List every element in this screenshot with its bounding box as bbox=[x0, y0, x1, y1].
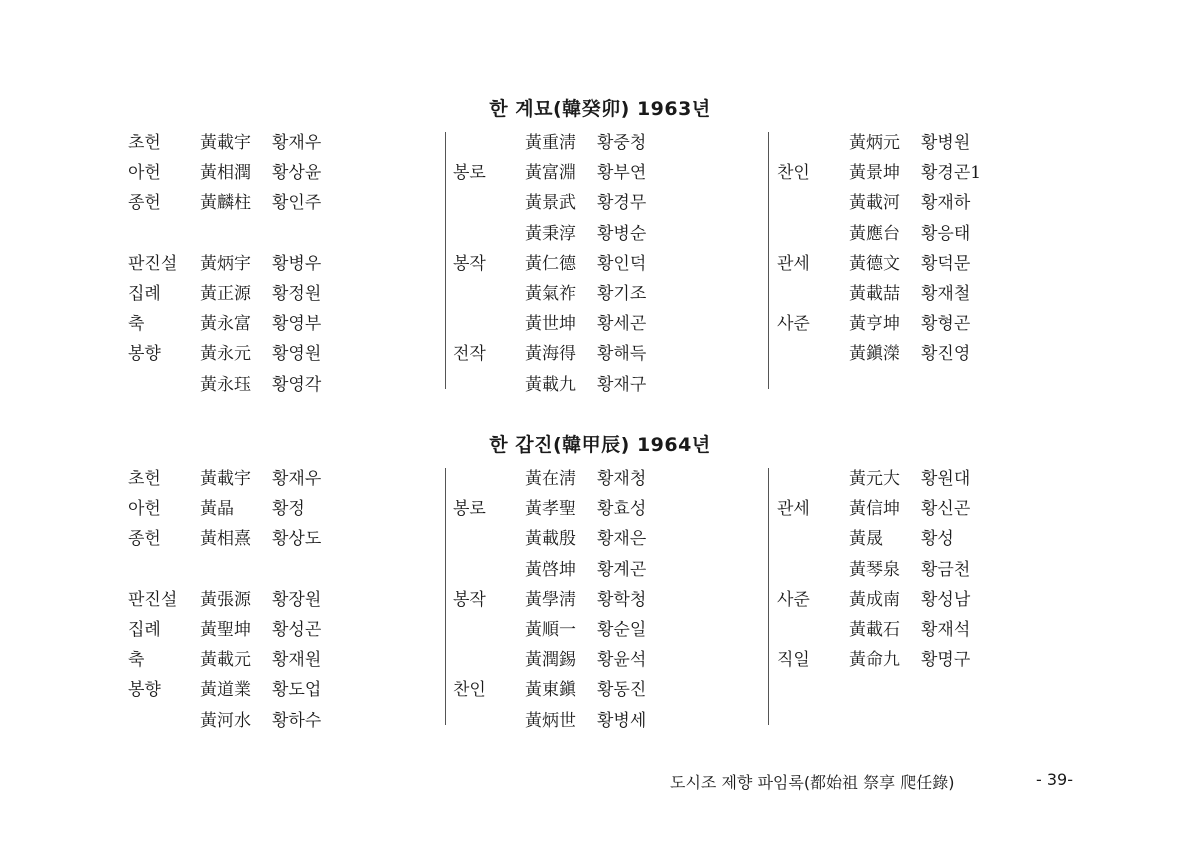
entry-name-hangul: 황재구 bbox=[597, 374, 647, 395]
entry-name-hangul: 황인주 bbox=[272, 193, 322, 214]
entry-name-hangul: 황영부 bbox=[272, 314, 322, 335]
entry-row bbox=[777, 464, 1077, 494]
entry-role: 집례 bbox=[128, 620, 161, 640]
entry-name-hangul: 황덕문 bbox=[921, 253, 971, 274]
entry-role: 관세 bbox=[777, 253, 810, 274]
entry-name-hanja: 黃景武 bbox=[525, 193, 576, 214]
entry-name-hangul: 황성곤 bbox=[272, 620, 322, 640]
entry-row bbox=[128, 128, 428, 158]
entry-name-hanja: 黃永富 bbox=[200, 314, 251, 335]
entry-name-hanja: 黃載宇 bbox=[200, 469, 251, 489]
entry-name-hanja: 黃河水 bbox=[200, 710, 251, 731]
entry-name-hanja: 黃永珏 bbox=[200, 374, 251, 395]
entry-name-hanja: 黃相熹 bbox=[200, 529, 251, 550]
entry-name-hangul: 황재청 bbox=[597, 469, 647, 489]
entry-row bbox=[453, 706, 753, 736]
entry-name-hanja: 黃鎭濚 bbox=[849, 344, 900, 365]
entry-row bbox=[128, 219, 428, 249]
entry-row bbox=[453, 339, 753, 369]
entry-row bbox=[128, 339, 428, 369]
entry-role: 찬인 bbox=[453, 680, 486, 701]
entry-name-hangul: 황윤석 bbox=[597, 650, 647, 671]
entry-name-hanja: 黃載九 bbox=[525, 374, 576, 395]
entry-row bbox=[453, 645, 753, 675]
entry-name-hangul: 황경곤1 bbox=[921, 163, 982, 184]
entry-name-hanja: 黃順一 bbox=[525, 620, 576, 640]
entry-name-hangul: 황재석 bbox=[921, 620, 971, 640]
entry-name-hanja: 黃秉淳 bbox=[525, 223, 576, 244]
entry-row bbox=[128, 279, 428, 309]
entry-name-hangul: 황응태 bbox=[921, 223, 971, 244]
entry-name-hangul: 황병우 bbox=[272, 253, 322, 274]
entry-name-hanja: 黃載宇 bbox=[200, 133, 251, 153]
entry-name-hangul: 황해득 bbox=[597, 344, 647, 365]
entry-role: 봉로 bbox=[453, 499, 486, 520]
entry-name-hanja: 黃載河 bbox=[849, 193, 900, 214]
entry-role: 종헌 bbox=[128, 193, 161, 214]
entry-name-hanja: 黃應台 bbox=[849, 223, 900, 244]
entry-name-hanja: 黃琴泉 bbox=[849, 559, 900, 580]
entry-row bbox=[777, 158, 1077, 188]
entry-role: 직일 bbox=[777, 650, 810, 671]
entry-name-hangul: 황병순 bbox=[597, 223, 647, 244]
entry-row bbox=[128, 158, 428, 188]
entry-role: 사준 bbox=[777, 589, 810, 610]
entry-name-hanja: 黃在淸 bbox=[525, 469, 576, 489]
entry-row bbox=[777, 645, 1077, 675]
entry-name-hangul: 황재철 bbox=[921, 284, 971, 304]
entry-row bbox=[128, 675, 428, 705]
entry-name-hanja: 黃晶 bbox=[200, 499, 234, 520]
entry-role: 판진설 bbox=[128, 253, 178, 274]
entry-row bbox=[777, 188, 1077, 218]
entry-name-hanja: 黃富淵 bbox=[525, 163, 576, 184]
entry-name-hanja: 黃元大 bbox=[849, 469, 900, 489]
entry-name-hangul: 황형곤 bbox=[921, 314, 971, 335]
entry-name-hangul: 황세곤 bbox=[597, 314, 647, 335]
entry-role: 축 bbox=[128, 314, 145, 335]
entry-role: 초헌 bbox=[128, 133, 161, 153]
entry-name-hanja: 黃炳宇 bbox=[200, 253, 251, 274]
entry-name-hanja: 黃景坤 bbox=[849, 163, 900, 184]
column-divider bbox=[768, 468, 769, 725]
entry-role: 봉향 bbox=[128, 680, 161, 701]
entry-row bbox=[777, 615, 1077, 645]
entry-name-hangul: 황병세 bbox=[597, 710, 647, 731]
entry-row bbox=[453, 249, 753, 279]
entry-role: 아헌 bbox=[128, 163, 161, 184]
entry-name-hanja: 黃潤錫 bbox=[525, 650, 576, 671]
entry-name-hanja: 黃命九 bbox=[849, 650, 900, 671]
entry-name-hangul: 황영각 bbox=[272, 374, 322, 395]
entry-name-hangul: 황기조 bbox=[597, 284, 647, 304]
section-title: 한 갑진(韓甲辰) 1964년 bbox=[489, 434, 711, 456]
entry-name-hanja: 黃載石 bbox=[849, 620, 900, 640]
entry-name-hangul: 황재우 bbox=[272, 469, 322, 489]
column-divider bbox=[445, 132, 446, 389]
entry-row bbox=[128, 645, 428, 675]
entry-name-hanja: 黃東鎭 bbox=[525, 680, 576, 701]
entry-role: 축 bbox=[128, 650, 145, 671]
entry-name-hangul: 황중청 bbox=[597, 133, 647, 153]
entry-name-hangul: 황진영 bbox=[921, 344, 971, 365]
entry-name-hanja: 黃炳世 bbox=[525, 710, 576, 731]
entry-role: 봉작 bbox=[453, 253, 486, 274]
entry-name-hanja: 黃成南 bbox=[849, 589, 900, 610]
entry-name-hanja: 黃晟 bbox=[849, 529, 883, 550]
entry-role: 초헌 bbox=[128, 469, 161, 489]
entry-row bbox=[453, 464, 753, 494]
entry-name-hanja: 黃啓坤 bbox=[525, 559, 576, 580]
entry-name-hangul: 황장원 bbox=[272, 589, 322, 610]
entry-name-hanja: 黃載喆 bbox=[849, 284, 900, 304]
entry-name-hanja: 黃麟柱 bbox=[200, 193, 251, 214]
entry-row bbox=[453, 524, 753, 554]
entry-name-hangul: 황재원 bbox=[272, 650, 322, 671]
entry-row bbox=[777, 219, 1077, 249]
entry-name-hanja: 黃炳元 bbox=[849, 133, 900, 153]
entry-row bbox=[453, 279, 753, 309]
entry-name-hangul: 황부연 bbox=[597, 163, 647, 184]
footer-page-number: - 39- bbox=[1036, 770, 1073, 789]
entry-row bbox=[777, 249, 1077, 279]
entry-row bbox=[128, 464, 428, 494]
entry-name-hangul: 황재은 bbox=[597, 529, 647, 550]
entry-role: 집례 bbox=[128, 284, 161, 304]
entry-name-hangul: 황상도 bbox=[272, 529, 322, 550]
entry-name-hanja: 黃孝聖 bbox=[525, 499, 576, 520]
column-divider bbox=[768, 132, 769, 389]
entry-name-hangul: 황성남 bbox=[921, 589, 971, 610]
entry-name-hangul: 황재우 bbox=[272, 133, 322, 153]
entry-row bbox=[128, 494, 428, 524]
entry-name-hanja: 黃載元 bbox=[200, 650, 251, 671]
entry-row bbox=[777, 524, 1077, 554]
entry-name-hangul: 황학청 bbox=[597, 589, 647, 610]
entry-name-hangul: 황영원 bbox=[272, 344, 322, 365]
entry-row bbox=[777, 585, 1077, 615]
entry-name-hangul: 황동진 bbox=[597, 680, 647, 701]
entry-name-hangul: 황효성 bbox=[597, 499, 647, 520]
entry-name-hanja: 黃氣祚 bbox=[525, 284, 576, 304]
column-divider bbox=[445, 468, 446, 725]
entry-name-hangul: 황도업 bbox=[272, 680, 322, 701]
entry-row bbox=[453, 219, 753, 249]
entry-name-hangul: 황성 bbox=[921, 529, 954, 550]
entry-role: 판진설 bbox=[128, 589, 178, 610]
entry-row bbox=[453, 370, 753, 400]
entry-name-hanja: 黃張源 bbox=[200, 589, 251, 610]
entry-name-hanja: 黃正源 bbox=[200, 284, 251, 304]
entry-name-hangul: 황정원 bbox=[272, 284, 322, 304]
entry-row bbox=[453, 585, 753, 615]
entry-name-hangul: 황정 bbox=[272, 499, 305, 520]
entry-row bbox=[453, 309, 753, 339]
entry-role: 봉로 bbox=[453, 163, 486, 184]
entry-row bbox=[128, 309, 428, 339]
entry-role: 사준 bbox=[777, 314, 810, 335]
entry-row bbox=[128, 249, 428, 279]
entry-name-hangul: 황인덕 bbox=[597, 253, 647, 274]
entry-role: 전작 bbox=[453, 344, 486, 365]
entry-row bbox=[453, 675, 753, 705]
entry-name-hanja: 黃亨坤 bbox=[849, 314, 900, 335]
entry-row bbox=[453, 555, 753, 585]
entry-row bbox=[777, 128, 1077, 158]
entry-row bbox=[453, 128, 753, 158]
entry-name-hanja: 黃道業 bbox=[200, 680, 251, 701]
entry-role: 관세 bbox=[777, 499, 810, 520]
entry-name-hanja: 黃學淸 bbox=[525, 589, 576, 610]
entry-role: 종헌 bbox=[128, 529, 161, 550]
entry-name-hanja: 黃海得 bbox=[525, 344, 576, 365]
entry-row bbox=[128, 188, 428, 218]
entry-name-hanja: 黃聖坤 bbox=[200, 620, 251, 640]
entry-name-hanja: 黃載殷 bbox=[525, 529, 576, 550]
entry-name-hangul: 황병원 bbox=[921, 133, 971, 153]
entry-name-hangul: 황경무 bbox=[597, 193, 647, 214]
entry-row bbox=[777, 555, 1077, 585]
entry-row bbox=[128, 585, 428, 615]
entry-row bbox=[128, 706, 428, 736]
entry-name-hanja: 黃相潤 bbox=[200, 163, 251, 184]
entry-row bbox=[128, 555, 428, 585]
entry-row bbox=[128, 615, 428, 645]
entry-name-hanja: 黃世坤 bbox=[525, 314, 576, 335]
entry-name-hangul: 황원대 bbox=[921, 469, 971, 489]
entry-name-hanja: 黃永元 bbox=[200, 344, 251, 365]
entry-name-hanja: 黃仁德 bbox=[525, 253, 576, 274]
entry-row bbox=[777, 494, 1077, 524]
entry-row bbox=[777, 309, 1077, 339]
entry-row bbox=[777, 339, 1077, 369]
entry-name-hangul: 황상윤 bbox=[272, 163, 322, 184]
entry-role: 아헌 bbox=[128, 499, 161, 520]
entry-name-hangul: 황순일 bbox=[597, 620, 647, 640]
entry-row bbox=[777, 279, 1077, 309]
entry-row bbox=[453, 188, 753, 218]
entry-name-hangul: 황재하 bbox=[921, 193, 971, 214]
entry-row bbox=[453, 615, 753, 645]
entry-row bbox=[128, 370, 428, 400]
footer-book-title: 도시조 제향 파임록(都始祖 祭享 爬任錄) bbox=[670, 773, 955, 792]
section-title: 한 계묘(韓癸卯) 1963년 bbox=[489, 98, 711, 120]
entry-name-hanja: 黃德文 bbox=[849, 253, 900, 274]
entry-name-hanja: 黃重淸 bbox=[525, 133, 576, 153]
entry-row bbox=[453, 158, 753, 188]
entry-name-hangul: 황하수 bbox=[272, 710, 322, 731]
entry-name-hangul: 황신곤 bbox=[921, 499, 971, 520]
entry-role: 봉작 bbox=[453, 589, 486, 610]
entry-name-hangul: 황금천 bbox=[921, 559, 971, 580]
entry-row bbox=[453, 494, 753, 524]
entry-name-hanja: 黃信坤 bbox=[849, 499, 900, 520]
entry-name-hangul: 황명구 bbox=[921, 650, 971, 671]
entry-row bbox=[128, 524, 428, 554]
entry-name-hangul: 황계곤 bbox=[597, 559, 647, 580]
entry-role: 봉향 bbox=[128, 344, 161, 365]
entry-role: 찬인 bbox=[777, 163, 810, 184]
